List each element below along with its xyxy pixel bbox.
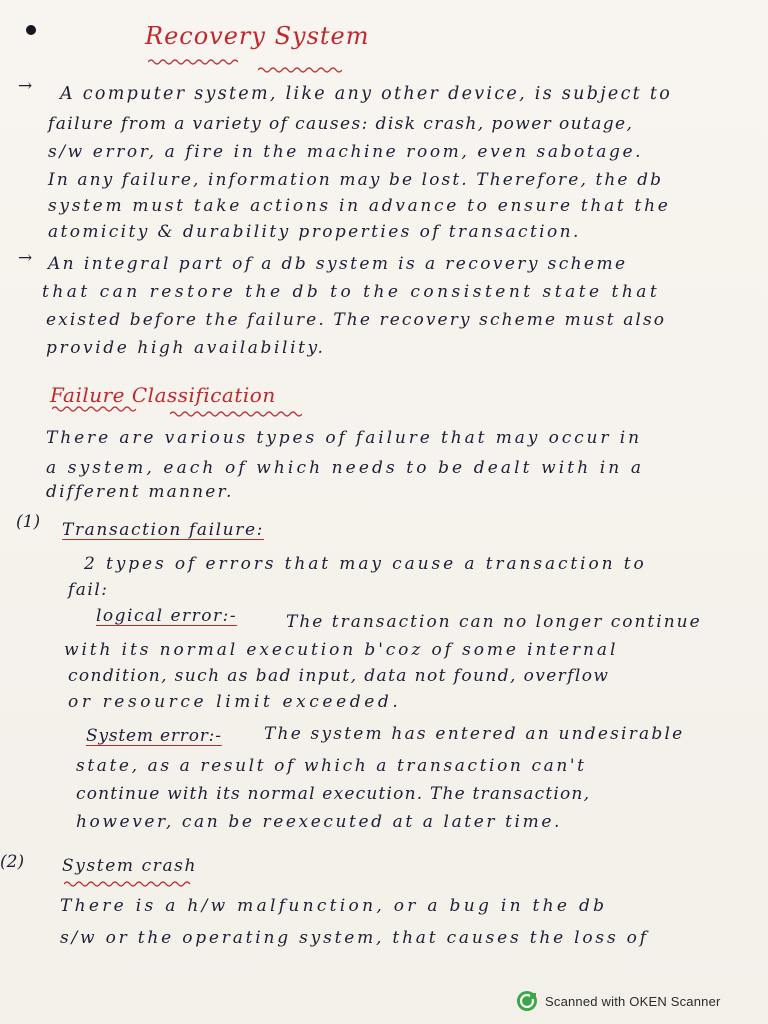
item-heading: System crash [62,856,198,876]
paragraph-line: s/w error, a fire in the machine room, even sabotage. [48,142,644,162]
item-heading: Transaction failure: [62,520,264,540]
paragraph-line: existed before the failure. The recovery scheme must also [46,310,667,330]
paragraph-line: provide high availability. [46,338,326,358]
paragraph-line: 2 types of errors that may cause a transaction to [84,554,647,574]
paragraph-line: with its normal execution b'coz of some internal [64,640,619,660]
item-number: (2) [0,852,25,872]
paragraph-line: state, as a result of which a transaction can't [76,756,587,776]
paragraph-line: system must take actions in advance to ensure that the [48,196,671,216]
system-error-label: System error:- [86,726,222,746]
paragraph-line: There is a h/w malfunction, or a bug in the db [60,896,608,916]
oken-scanner-logo-icon [516,990,538,1012]
paragraph-line: a system, each of which needs to be dealt with in a [46,458,645,478]
paragraph-line: different manner. [46,482,234,502]
paragraph-line: The transaction can no longer continue [286,612,702,632]
arrow-marker: → [18,76,33,96]
bullet-dot [26,25,36,35]
paragraph-line: however, can be reexecuted at a later time. [76,812,562,832]
paragraph-line: continue with its normal execution. The transaction, [76,784,591,804]
paragraph-line: There are various types of failure that may occur in [46,428,642,448]
watermark-text: Scanned with OKEN Scanner [545,993,721,1009]
paragraph-line: atomicity & durability properties of transaction. [48,222,581,242]
arrow-marker: → [18,248,33,268]
logical-error-label: logical error:- [96,606,238,626]
page-title: Recovery System [145,22,370,50]
item2-underline-squiggle [64,880,192,888]
scanner-watermark [516,989,721,1013]
title-underline-squiggle-2 [258,66,342,74]
section-underline-squiggle-2 [170,410,302,418]
title-underline-squiggle [148,58,238,66]
item-number: (1) [16,512,41,532]
paragraph-line: fail: [68,580,109,600]
paragraph-line: that can restore the db to the consistent state that [42,282,661,302]
section-heading: Failure Classification [50,383,276,407]
paragraph-line: An integral part of a db system is a recovery scheme [48,254,628,274]
paragraph-line: A computer system, like any other device, is subject to [60,84,673,104]
section-underline-squiggle [52,405,136,413]
paragraph-line: In any failure, information may be lost. Therefore, the db [48,170,664,190]
paragraph-line: condition, such as bad input, data not found, overflow [68,666,610,686]
paragraph-line: The system has entered an undesirable [264,724,685,744]
paragraph-line: or resource limit exceeded. [68,692,402,712]
paragraph-line: s/w or the operating system, that causes the loss of [60,928,649,948]
paragraph-line: failure from a variety of causes: disk crash, power outage, [48,114,634,134]
